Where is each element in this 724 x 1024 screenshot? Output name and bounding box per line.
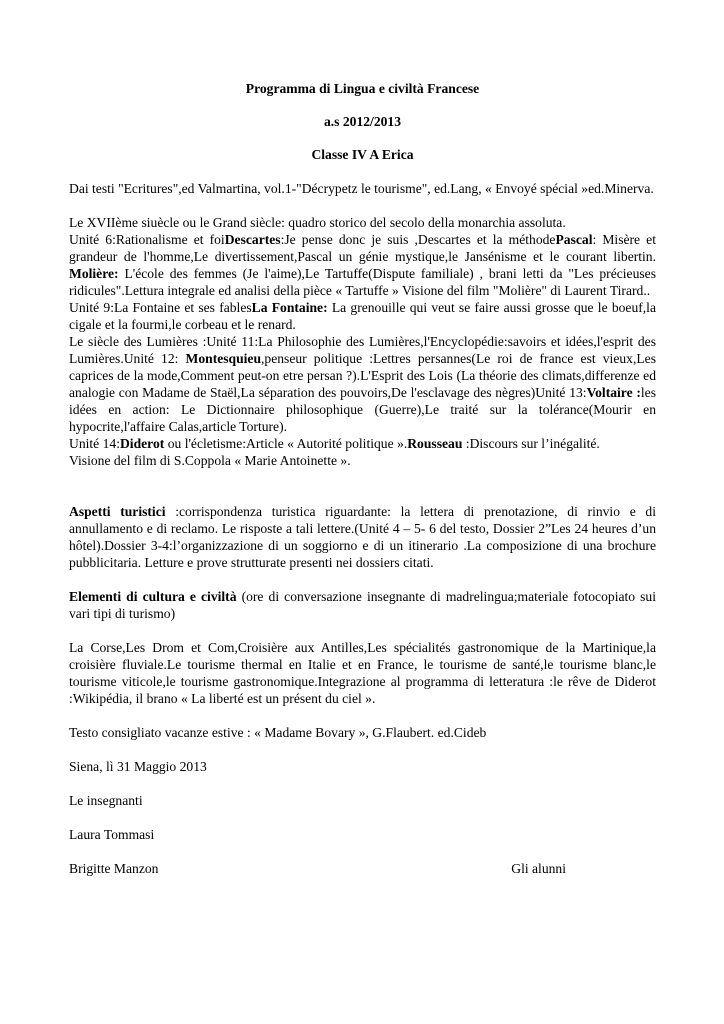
unit-6-text: :Je pense donc je suis ,Descartes et la méthode xyxy=(280,232,556,247)
unit-6-text: : Misère et grandeur de l'homme,Le divertissement,Pascal un génie mystique,le Jansénisme et le courant libertin. xyxy=(69,232,656,264)
signature-row xyxy=(69,860,566,877)
unit-6-text: L'école des femmes (Je l'aime),Le Tartuffe(Dispute familiale) , brani letti da "Les précieuses ridicules".Lettura integrale ed analisi della pièce « Tartuffe » Visione del film "Molière" di Laurent Tirard.. xyxy=(69,266,656,298)
teacher-name: Brigitte Manzon xyxy=(69,861,159,876)
unit-6-paragraph xyxy=(69,231,656,299)
summer-reading: Testo consigliato vacanze estive : « Madame Bovary », G.Flaubert. ed.Cideb xyxy=(69,725,487,740)
unit-11-paragraph xyxy=(69,333,656,435)
unit-14-paragraph xyxy=(69,435,656,452)
date-line: Siena, lì 31 Maggio 2013 xyxy=(69,759,207,774)
culture-topics: La Corse,Les Drom et Com,Croisière aux Antilles,Les spécialités gastronomique de la Martinique,la croisière fluviale.Le tourisme thermal en Italie et en France, le tourisme de santé,le tourisme blanc,le tourisme viticole,le tourisme gastronomique.Integrazione al programma di letteratura :le rêve de Diderot :Wikipédia, il brano « La liberté est un présent du ciel ». xyxy=(69,640,656,706)
literature-intro: Le XVIIème siuècle ou le Grand siècle: quadro storico del secolo della monarchia assoluta. xyxy=(69,215,566,230)
author-moliere: Molière: xyxy=(69,266,119,281)
document-title: Programma di Lingua e civiltà Francese xyxy=(245,81,480,96)
author-voltaire: Voltaire : xyxy=(586,385,641,400)
author-montesquieu: Montesquieu xyxy=(185,351,262,366)
film-line: Visione del film di S.Coppola « Marie Antoinette ». xyxy=(69,453,351,468)
school-year: a.s 2012/2013 xyxy=(323,114,402,129)
author-rousseau: Rousseau xyxy=(407,436,463,451)
culture-label: Elementi di cultura e civiltà xyxy=(69,589,237,604)
culture-text: (ore di conversazione insegnante di madrelingua;materiale fotocopiato sui vari tipi di turismo) xyxy=(69,589,657,621)
author-pascal: Pascal xyxy=(555,232,593,247)
unit-11-text: les idées en action: Le Dictionnaire philosophique (Guerre),Le traité sur la tolérance(Mourir en hypocrite,l'affaire Calas,article Torture). xyxy=(69,385,656,434)
students-label: Gli alunni xyxy=(511,861,566,876)
unit-6-text: Unité 6:Rationalisme et foi xyxy=(69,232,225,247)
author-descartes: Descartes xyxy=(224,232,281,247)
tourism-paragraph xyxy=(69,503,656,571)
tourism-text: :corrispondenza turistica riguardante: la lettera di prenotazione, di rinvio e di annullamento e di reclamo. Le risposte a tali lettere.(Unité 4 – 5- 6 del testo, Dossier 2”Les 24 heures d’un hôtel).Dossier 3-4:l’organizzazione di un soggiorno e di un itinerario .La composizione di una brochure pubblicitaria. Letture e prove strutturate presenti nei dossiers citati. xyxy=(69,504,657,570)
intro-paragraph: Dai testi "Ecritures",ed Valmartina, vol.1-"Décrypetz le tourisme", ed.Lang, « Envoyé spécial »ed.Minerva. xyxy=(69,181,654,196)
unit-14-text: :Discours sur l’inégalité. xyxy=(462,436,600,451)
author-la-fontaine: La Fontaine: xyxy=(251,300,328,315)
unit-9-paragraph xyxy=(69,299,656,333)
unit-14-text: ou l'écletisme:Article « Autorité politique ». xyxy=(164,436,408,451)
teacher-name: Laura Tommasi xyxy=(69,827,155,842)
unit-9-text: Unité 9:La Fontaine et ses fables xyxy=(69,300,252,315)
author-diderot: Diderot xyxy=(119,436,165,451)
unit-11-text: Le siècle des Lumières :Unité 11:La Philosophie des Lumières,l'Encyclopédie:savoirs et idées,l'esprit des Lumières.Unité 12: xyxy=(69,334,656,366)
unit-9-text: La grenouille qui veut se faire aussi grosse que le boeuf,la cigale et la fourmi,le corbeau et le renard. xyxy=(69,300,656,332)
document-page xyxy=(69,80,656,877)
teachers-label: Le insegnanti xyxy=(69,793,143,808)
culture-paragraph xyxy=(69,588,656,622)
class-name: Classe IV A Erica xyxy=(311,147,414,162)
unit-14-text: Unité 14: xyxy=(69,436,120,451)
unit-11-text: ,penseur politique :Lettres persannes(Le roi de france est vieux,Les caprices de la mode,Comment peut-on etre persan ?).L'Esprit des Lois (La théorie des climats,differenze ed analogie con Madame de Staël,La séparation des pouvoirs,De l'esclavage des nègres)Unité 13: xyxy=(69,351,656,400)
tourism-label: Aspetti turistici xyxy=(69,504,166,519)
